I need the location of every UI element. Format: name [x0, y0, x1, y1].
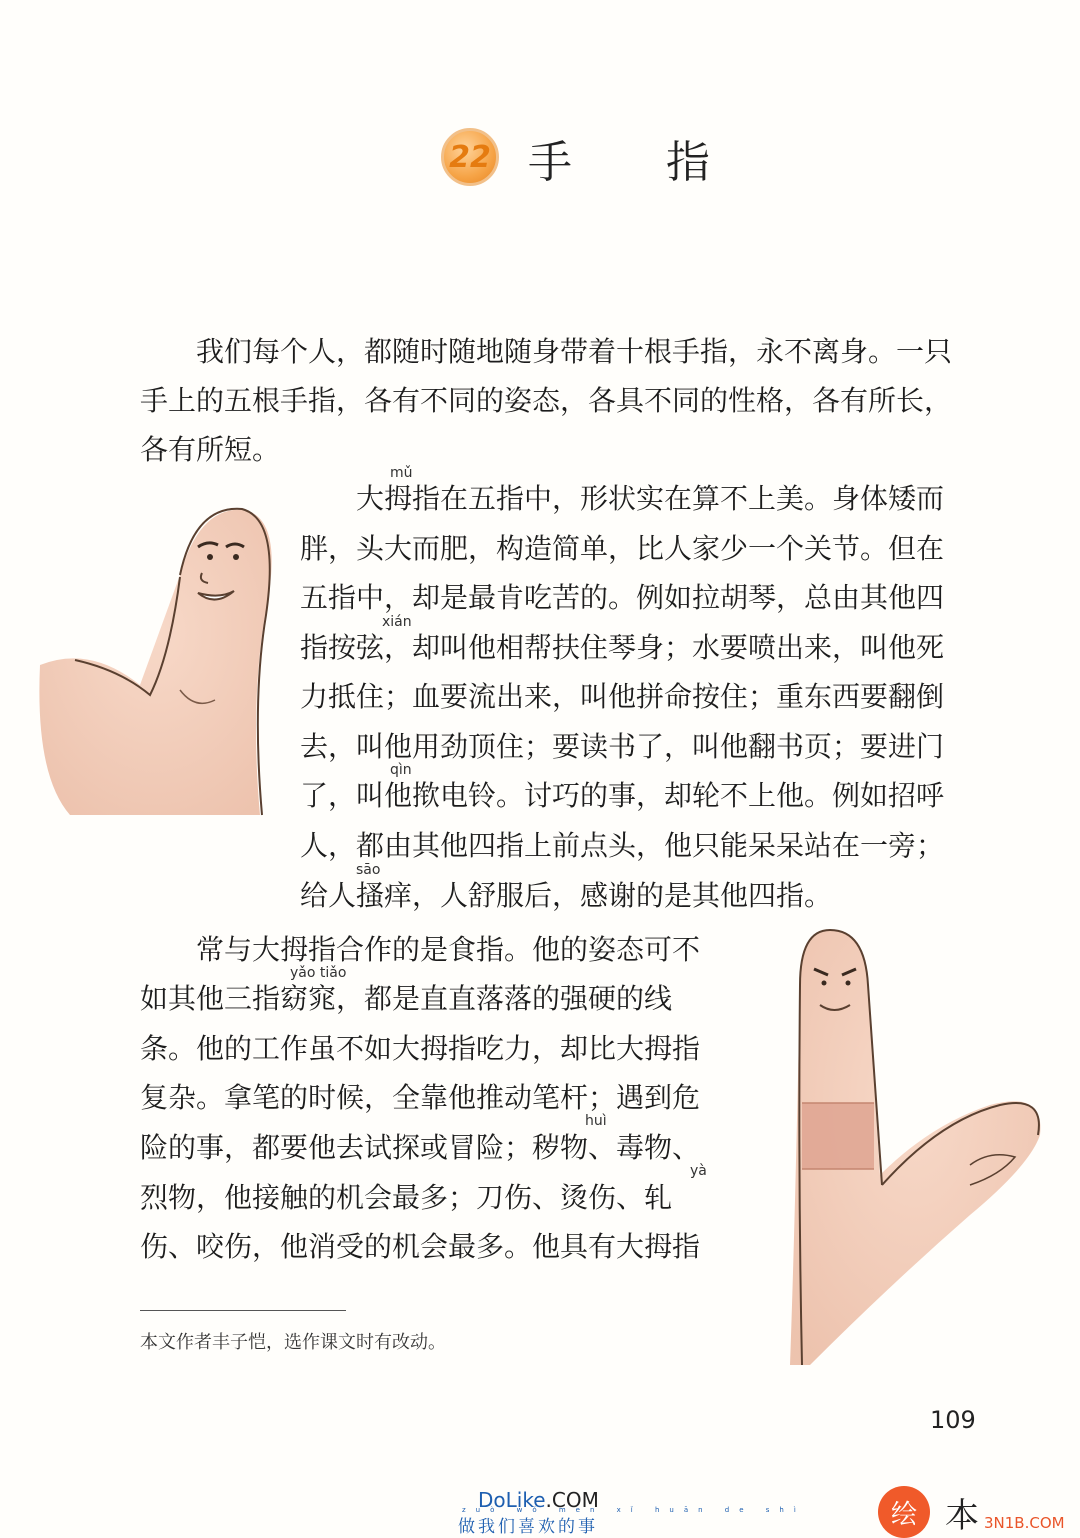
paragraph2-line: 五指中，却是最肯吃苦的。例如拉胡琴，总由其他四	[300, 581, 945, 614]
paragraph3-line: 条。他的工作虽不如大拇指吃力，却比大拇指	[140, 1032, 701, 1065]
pinyin-annotation: yǎo tiǎo	[290, 965, 347, 981]
paragraph3-line: 烈物，他接触的机会最多；刀伤、烫伤、轧	[140, 1181, 673, 1214]
site-watermark: 3N1B.COM	[984, 1514, 1065, 1532]
index-finger-illustration	[770, 925, 1065, 1370]
thumb-illustration	[30, 495, 275, 830]
paragraph2-line: 了，叫他揿电铃。讨巧的事，却轮不上他。例如招呼	[300, 779, 945, 812]
paragraph1-line: 各有所短。	[140, 433, 281, 466]
paragraph2-line: 人，都由其他四指上前点头，他只能呆呆站在一旁；	[300, 829, 945, 862]
paragraph3-line: 复杂。拿笔的时候，全靠他推动笔杆；遇到危	[140, 1081, 701, 1114]
pinyin-annotation: qìn	[390, 762, 412, 778]
paragraph1-line: 我们每个人，都随时随地随身带着十根手指，永不离身。一只	[196, 335, 953, 368]
dolike-watermark-domain: .COM	[545, 1488, 599, 1512]
page-title: 手 指	[528, 137, 750, 188]
paragraph2-line: 力抵住；血要流出来，叫他拼命按住；重东西要翻倒	[300, 680, 945, 713]
paragraph2-line: 胖，头大而肥，构造简单，比人家少一个关节。但在	[300, 532, 945, 565]
footnote: 本文作者丰子恺，选作课文时有改动。	[140, 1332, 446, 1353]
paragraph1-line: 手上的五根手指，各有不同的姿态，各具不同的性格，各有所长，	[140, 384, 953, 417]
paragraph2-line: 大拇指在五指中，形状实在算不上美。身体矮而	[356, 482, 945, 515]
footnote-divider	[140, 1310, 346, 1311]
page-number: 109	[930, 1406, 976, 1434]
paragraph2-line: 指按弦，却叫他相帮扶住琴身；水要喷出来，叫他死	[300, 631, 945, 664]
pinyin-annotation: mǔ	[390, 465, 413, 481]
pinyin-annotation: xián	[382, 614, 412, 630]
paragraph3-line: 险的事，都要他去试探或冒险；秽物、毒物、	[140, 1131, 701, 1164]
paragraph3-line: 常与大拇指合作的是食指。他的姿态可不	[196, 933, 701, 966]
paragraph2-line: 去，叫他用劲顶住；要读书了，叫他翻书页；要进门	[300, 730, 945, 763]
dolike-watermark-name: DoLike	[478, 1488, 546, 1512]
pinyin-annotation: huì	[585, 1113, 607, 1129]
pinyin-annotation: sāo	[356, 862, 381, 878]
slogan-watermark: 做我们喜欢的事	[458, 1517, 598, 1537]
pinyin-annotation: yà	[690, 1163, 707, 1179]
paragraph3-line: 如其他三指窈窕，都是直直落落的强硬的线	[140, 982, 673, 1015]
slogan-pinyin: zuò wǒ men xǐ huān de shì	[462, 1506, 806, 1514]
logo-circle: 绘	[878, 1486, 930, 1538]
logo-character: 本	[945, 1496, 979, 1536]
paragraph2-line: 给人搔痒，人舒服后，感谢的是其他四指。	[300, 879, 833, 912]
paragraph3-line: 伤、咬伤，他消受的机会最多。他具有大拇指	[140, 1230, 701, 1263]
lesson-number-badge: 22	[441, 128, 499, 186]
